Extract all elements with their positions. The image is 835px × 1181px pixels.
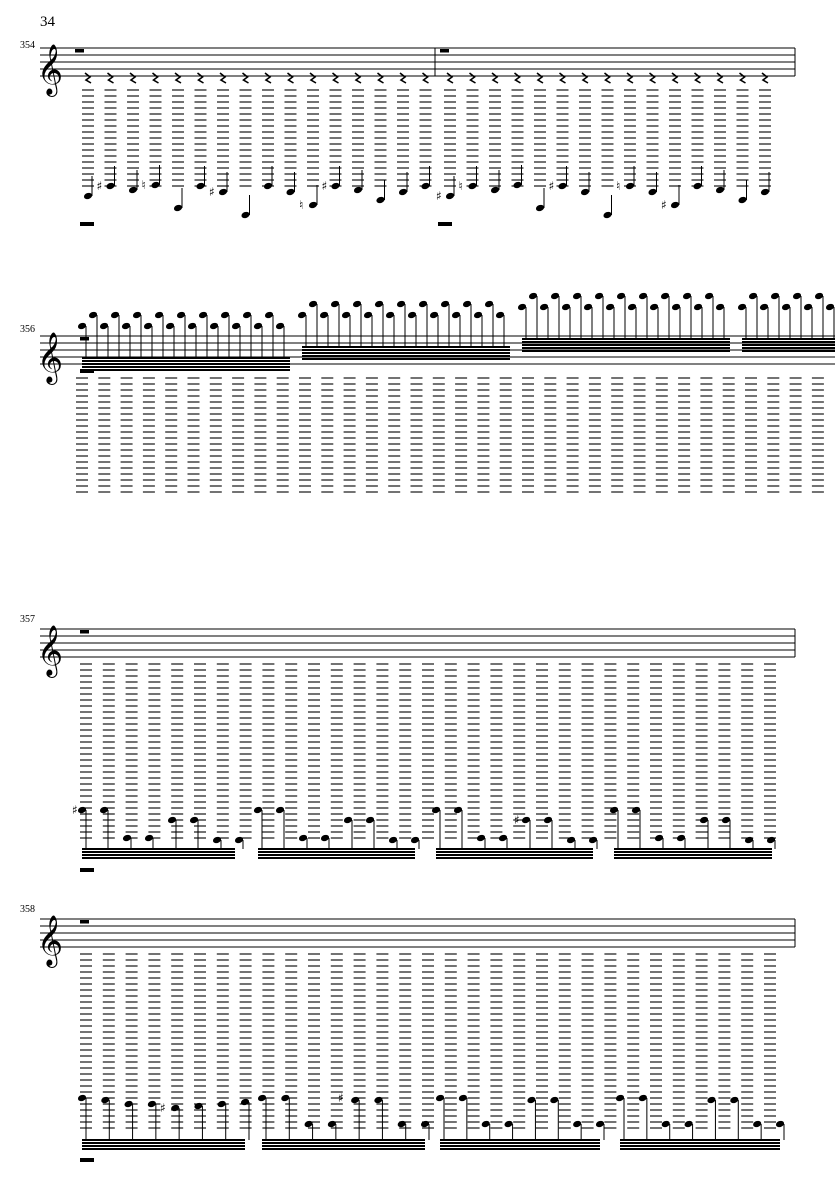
notehead [388, 836, 398, 845]
quarter-rest [153, 73, 159, 83]
notehead [638, 1094, 648, 1103]
notehead [77, 806, 87, 815]
quarter-rest [423, 73, 429, 83]
notehead [775, 1120, 785, 1129]
notehead [352, 300, 362, 309]
notehead [343, 816, 353, 825]
notehead [648, 188, 658, 197]
notehead [738, 196, 748, 205]
notehead [760, 188, 770, 197]
notehead [431, 806, 441, 815]
notehead [151, 181, 161, 190]
notehead [615, 1094, 625, 1103]
treble-clef: 𝄞 [37, 915, 64, 966]
notehead [128, 186, 138, 195]
sharp-sign: ♯ [72, 803, 78, 817]
notehead [543, 816, 553, 825]
notehead [327, 1120, 337, 1129]
notehead [350, 1096, 360, 1105]
notehead [83, 192, 93, 201]
quarter-rest [447, 73, 453, 83]
notehead [453, 806, 463, 815]
notehead [792, 292, 802, 301]
quarter-rest [400, 73, 406, 83]
notehead [609, 806, 619, 815]
notehead [304, 1120, 314, 1129]
notehead [124, 1100, 134, 1109]
treble-clef: 𝄞 [37, 625, 64, 676]
notehead [280, 1094, 290, 1103]
sharp-sign: ♯ [436, 189, 442, 203]
notehead [217, 1100, 227, 1109]
notehead [218, 188, 228, 197]
notehead [77, 322, 87, 331]
notehead [253, 806, 263, 815]
notehead [583, 303, 593, 312]
quarter-rest [515, 73, 521, 83]
notehead [671, 303, 681, 312]
notehead [121, 322, 131, 331]
notehead [167, 816, 177, 825]
notehead [558, 182, 568, 191]
notehead [376, 196, 386, 205]
notehead [566, 836, 576, 845]
notehead [588, 836, 598, 845]
notehead [670, 201, 680, 210]
quarter-rest [333, 73, 339, 83]
notehead [660, 292, 670, 301]
notehead [286, 188, 296, 197]
sharp-sign: ♯ [160, 1101, 166, 1115]
quarter-rest [85, 73, 91, 83]
notehead [535, 204, 545, 213]
notehead [165, 322, 175, 331]
whole-note [80, 868, 94, 872]
whole-note [80, 222, 94, 226]
notehead [445, 192, 455, 201]
quarter-rest [537, 73, 543, 83]
quarter-rest [175, 73, 181, 83]
notehead [490, 186, 500, 195]
natural-sign: ♮ [141, 178, 146, 192]
notehead [458, 1094, 468, 1103]
quarter-rest [355, 73, 361, 83]
quarter-rest [470, 73, 476, 83]
sharp-sign: ♯ [96, 179, 103, 193]
notehead [198, 311, 208, 320]
notehead [99, 322, 109, 331]
notehead [110, 311, 120, 320]
measure-number: 356 [20, 324, 35, 335]
notehead [363, 311, 373, 320]
whole-rest [75, 49, 84, 53]
notehead [682, 292, 692, 301]
notehead [539, 303, 549, 312]
notehead [407, 311, 417, 320]
quarter-rest [650, 73, 656, 83]
notehead [561, 303, 571, 312]
quarter-rest [762, 73, 768, 83]
notehead [421, 182, 431, 191]
whole-rest [80, 630, 89, 634]
notehead [654, 834, 664, 843]
notehead [106, 182, 116, 191]
notehead [676, 834, 686, 843]
quarter-rest [220, 73, 226, 83]
notehead [331, 182, 341, 191]
notehead [257, 1094, 267, 1103]
quarter-rest [560, 73, 566, 83]
quarter-rest [695, 73, 701, 83]
notehead [231, 322, 241, 331]
notehead [410, 836, 420, 845]
notehead [264, 311, 274, 320]
notehead [398, 188, 408, 197]
notehead [275, 322, 285, 331]
notehead [241, 211, 251, 220]
notehead [766, 836, 776, 845]
sharp-sign: ♯ [514, 813, 520, 827]
natural-sign: ♮ [616, 179, 621, 193]
notehead [706, 1096, 716, 1105]
quarter-rest [378, 73, 384, 83]
notehead [462, 300, 472, 309]
notehead [481, 1120, 491, 1129]
notehead [298, 834, 308, 843]
notehead [374, 300, 384, 309]
notehead [189, 816, 199, 825]
notehead [580, 188, 590, 197]
notehead [143, 322, 153, 331]
notehead [176, 311, 186, 320]
notehead [397, 1120, 407, 1129]
notehead [154, 311, 164, 320]
notehead [451, 311, 461, 320]
notehead [521, 816, 531, 825]
notehead [396, 300, 406, 309]
quarter-rest [310, 73, 316, 83]
notehead [187, 322, 197, 331]
notehead [240, 1098, 250, 1107]
notehead [513, 181, 523, 190]
notehead [147, 1100, 157, 1109]
notehead [263, 182, 273, 191]
notehead [468, 182, 478, 191]
quarter-rest [492, 73, 498, 83]
notehead [132, 311, 142, 320]
natural-sign: ♮ [299, 198, 304, 212]
quarter-rest [198, 73, 204, 83]
notehead [498, 834, 508, 843]
notehead [242, 311, 252, 320]
quarter-rest [605, 73, 611, 83]
notehead [212, 836, 222, 845]
quarter-rest [288, 73, 294, 83]
notehead [638, 292, 648, 301]
whole-rest [440, 49, 449, 53]
notehead [308, 300, 318, 309]
notehead [781, 303, 791, 312]
notehead [693, 182, 703, 191]
page-number: 34 [40, 14, 55, 30]
notehead [504, 1120, 514, 1129]
notehead [649, 303, 659, 312]
quarter-rest [108, 73, 114, 83]
quarter-rest [672, 73, 678, 83]
notehead [122, 834, 132, 843]
notehead [353, 186, 363, 195]
quarter-rest [717, 73, 723, 83]
notehead [476, 834, 486, 843]
notehead [320, 834, 330, 843]
notehead [572, 292, 582, 301]
notehead [517, 303, 527, 312]
whole-rest [80, 337, 89, 341]
notehead [715, 186, 725, 195]
notehead [526, 1096, 536, 1105]
notehead [603, 211, 613, 220]
whole-note [80, 1158, 94, 1162]
notehead [484, 300, 494, 309]
sharp-sign: ♯ [661, 198, 667, 212]
sharp-sign: ♯ [338, 1091, 344, 1105]
notehead [748, 292, 758, 301]
quarter-rest [740, 73, 746, 83]
notehead [803, 303, 813, 312]
notehead [418, 300, 428, 309]
notehead [528, 292, 538, 301]
notehead [825, 303, 835, 312]
notehead [196, 182, 206, 191]
notehead [627, 303, 637, 312]
notehead [715, 303, 725, 312]
notehead [631, 806, 641, 815]
notehead [572, 1120, 582, 1129]
measure-number: 354 [20, 40, 35, 51]
sharp-sign: ♯ [209, 185, 215, 199]
notehead [473, 311, 483, 320]
notehead [737, 303, 747, 312]
quarter-rest [243, 73, 249, 83]
notehead [594, 292, 604, 301]
notehead [330, 300, 340, 309]
notehead [744, 836, 754, 845]
notehead [209, 322, 219, 331]
quarter-rest [582, 73, 588, 83]
notehead [170, 1104, 180, 1113]
notehead [550, 292, 560, 301]
notehead [100, 1096, 110, 1105]
sharp-sign: ♯ [548, 179, 555, 193]
notehead [549, 1096, 559, 1105]
notehead [297, 311, 307, 320]
treble-clef: 𝄞 [37, 44, 64, 95]
notehead [99, 806, 109, 815]
notehead [308, 201, 318, 210]
notehead [625, 182, 635, 191]
quarter-rest [130, 73, 136, 83]
notehead [193, 1102, 203, 1111]
notehead [341, 311, 351, 320]
measure-number: 357 [20, 614, 35, 625]
notehead [729, 1096, 739, 1105]
notehead [435, 1094, 445, 1103]
notehead [88, 311, 98, 320]
notehead [77, 1094, 87, 1103]
notehead [752, 1120, 762, 1129]
whole-note [80, 369, 94, 373]
whole-rest [80, 920, 89, 924]
notehead [759, 303, 769, 312]
notehead [385, 311, 395, 320]
measure-number: 358 [20, 904, 35, 915]
notehead [704, 292, 714, 301]
notehead [721, 816, 731, 825]
notehead [605, 303, 615, 312]
notehead [429, 311, 439, 320]
notehead [319, 311, 329, 320]
notehead [420, 1120, 430, 1129]
notehead [365, 816, 375, 825]
notehead [253, 322, 263, 331]
notehead [693, 303, 703, 312]
notehead [234, 836, 244, 845]
sharp-sign: ♯ [321, 179, 328, 193]
notehead [275, 806, 285, 815]
natural-sign: ♮ [458, 179, 463, 193]
notehead [661, 1120, 671, 1129]
notehead [616, 292, 626, 301]
notehead [595, 1120, 605, 1129]
notehead [144, 834, 154, 843]
quarter-rest [627, 73, 633, 83]
treble-clef: 𝄞 [37, 332, 64, 383]
notehead [770, 292, 780, 301]
notehead [814, 292, 824, 301]
whole-note [438, 222, 452, 226]
quarter-rest [265, 73, 271, 83]
notehead [495, 311, 505, 320]
notehead [220, 311, 230, 320]
notehead [173, 204, 183, 213]
notehead [440, 300, 450, 309]
notehead [699, 816, 709, 825]
notehead [684, 1120, 694, 1129]
notehead [373, 1096, 383, 1105]
